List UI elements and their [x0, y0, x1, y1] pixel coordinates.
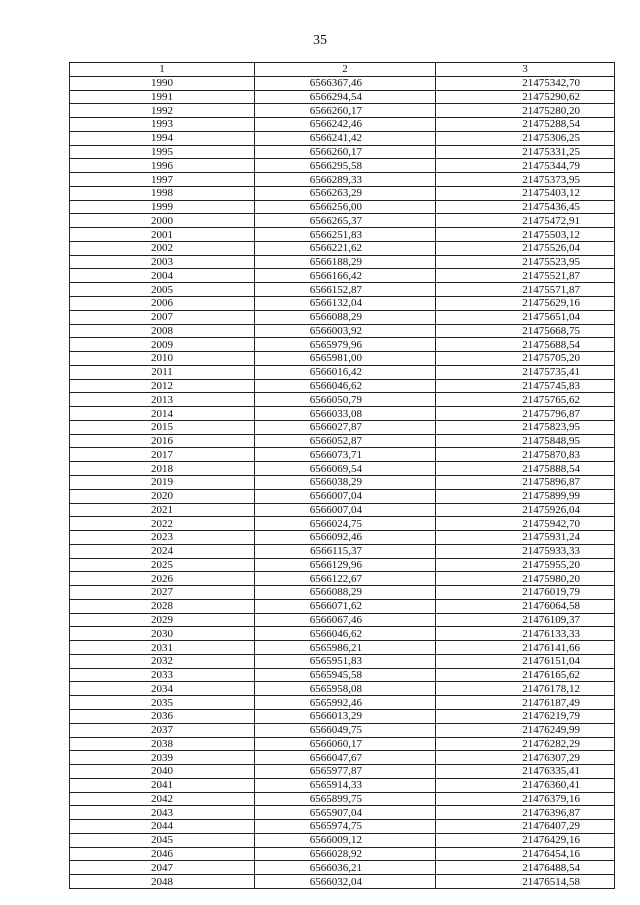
x-coordinate-cell: 6566028,92: [255, 847, 436, 861]
y-coordinate-cell: 21475523,95: [436, 255, 615, 269]
point-number-cell: 2009: [70, 338, 255, 352]
table-row: [70, 489, 615, 503]
point-number-cell: 1999: [70, 200, 255, 214]
x-coordinate-cell: 6566032,04: [255, 875, 436, 889]
point-number-cell: 2005: [70, 283, 255, 297]
table-row: [70, 709, 615, 723]
table-row: [70, 131, 615, 145]
table-row: [70, 654, 615, 668]
table-row: [70, 613, 615, 627]
y-coordinate-cell: 21476454,16: [436, 847, 615, 861]
table-body: [70, 76, 615, 888]
table-row: [70, 641, 615, 655]
table-row: [70, 599, 615, 613]
table-row: [70, 145, 615, 159]
table-row: [70, 751, 615, 765]
y-coordinate-cell: 21475651,04: [436, 310, 615, 324]
x-coordinate-cell: 6566129,96: [255, 558, 436, 572]
x-coordinate-cell: 6566265,37: [255, 214, 436, 228]
y-coordinate-cell: 21475796,87: [436, 407, 615, 421]
y-coordinate-cell: 21475503,12: [436, 228, 615, 242]
point-number-cell: 2047: [70, 861, 255, 875]
table-row: [70, 847, 615, 861]
x-coordinate-cell: 6566016,42: [255, 365, 436, 379]
x-coordinate-cell: 6566088,29: [255, 310, 436, 324]
x-coordinate-cell: 6566088,29: [255, 586, 436, 600]
point-number-cell: 2000: [70, 214, 255, 228]
y-coordinate-cell: 21476219,79: [436, 709, 615, 723]
table-header-row: [70, 63, 615, 77]
point-number-cell: 2002: [70, 241, 255, 255]
page-number: 35: [313, 33, 327, 48]
x-coordinate-cell: 6566166,42: [255, 269, 436, 283]
x-coordinate-cell: 6565979,96: [255, 338, 436, 352]
y-coordinate-cell: 21476407,29: [436, 820, 615, 834]
x-coordinate-cell: 6566242,46: [255, 118, 436, 132]
y-coordinate-cell: 21475870,83: [436, 448, 615, 462]
point-number-cell: 2031: [70, 641, 255, 655]
x-coordinate-cell: 6566221,62: [255, 241, 436, 255]
x-coordinate-cell: 6566003,92: [255, 324, 436, 338]
y-coordinate-cell: 21475342,70: [436, 76, 615, 90]
table-row: [70, 352, 615, 366]
y-coordinate-cell: 21476141,66: [436, 641, 615, 655]
table-row: [70, 283, 615, 297]
x-coordinate-cell: 6566367,46: [255, 76, 436, 90]
y-coordinate-cell: 21475888,54: [436, 462, 615, 476]
table-row: [70, 503, 615, 517]
x-coordinate-cell: 6565907,04: [255, 806, 436, 820]
point-number-cell: 1991: [70, 90, 255, 104]
table-row: [70, 324, 615, 338]
x-coordinate-cell: 6565992,46: [255, 696, 436, 710]
x-coordinate-cell: 6565977,87: [255, 765, 436, 779]
table-row: [70, 118, 615, 132]
point-number-cell: 2026: [70, 572, 255, 586]
point-number-cell: 2001: [70, 228, 255, 242]
table-row: [70, 682, 615, 696]
point-number-cell: 2008: [70, 324, 255, 338]
x-coordinate-cell: 6565945,58: [255, 668, 436, 682]
y-coordinate-cell: 21475705,20: [436, 352, 615, 366]
table-row: [70, 90, 615, 104]
y-coordinate-cell: 21476488,54: [436, 861, 615, 875]
point-number-cell: 2006: [70, 297, 255, 311]
y-coordinate-cell: 21475955,20: [436, 558, 615, 572]
x-coordinate-cell: 6566047,67: [255, 751, 436, 765]
point-number-cell: 2014: [70, 407, 255, 421]
x-coordinate-cell: 6566294,54: [255, 90, 436, 104]
x-coordinate-cell: 6566050,79: [255, 393, 436, 407]
x-coordinate-cell: 6566256,00: [255, 200, 436, 214]
x-coordinate-cell: 6565958,08: [255, 682, 436, 696]
y-coordinate-cell: 21475472,91: [436, 214, 615, 228]
x-coordinate-cell: 6566033,08: [255, 407, 436, 421]
point-number-cell: 1997: [70, 173, 255, 187]
x-coordinate-cell: 6566038,29: [255, 475, 436, 489]
y-coordinate-cell: 21475980,20: [436, 572, 615, 586]
y-coordinate-cell: 21475668,75: [436, 324, 615, 338]
y-coordinate-cell: 21476429,16: [436, 833, 615, 847]
y-coordinate-cell: 21475745,83: [436, 379, 615, 393]
x-coordinate-cell: 6566188,29: [255, 255, 436, 269]
point-number-cell: 2020: [70, 489, 255, 503]
point-number-cell: 2048: [70, 875, 255, 889]
x-coordinate-cell: 6566152,87: [255, 283, 436, 297]
point-number-cell: 2011: [70, 365, 255, 379]
table-row: [70, 338, 615, 352]
point-number-cell: 2010: [70, 352, 255, 366]
table-row: [70, 186, 615, 200]
table-row: [70, 420, 615, 434]
y-coordinate-cell: 21476249,99: [436, 723, 615, 737]
point-number-cell: 1994: [70, 131, 255, 145]
x-coordinate-cell: 6566295,58: [255, 159, 436, 173]
y-coordinate-cell: 21476379,16: [436, 792, 615, 806]
point-number-cell: 2046: [70, 847, 255, 861]
point-number-cell: 2040: [70, 765, 255, 779]
y-coordinate-cell: 21475373,95: [436, 173, 615, 187]
y-coordinate-cell: 21475521,87: [436, 269, 615, 283]
table-row: [70, 310, 615, 324]
point-number-cell: 2043: [70, 806, 255, 820]
point-number-cell: 2007: [70, 310, 255, 324]
y-coordinate-cell: 21475942,70: [436, 517, 615, 531]
point-number-cell: 2033: [70, 668, 255, 682]
point-number-cell: 2036: [70, 709, 255, 723]
table-row: [70, 778, 615, 792]
point-number-cell: 2044: [70, 820, 255, 834]
x-coordinate-cell: 6566067,46: [255, 613, 436, 627]
table-row: [70, 806, 615, 820]
y-coordinate-cell: 21476109,37: [436, 613, 615, 627]
table-row: [70, 214, 615, 228]
point-number-cell: 2037: [70, 723, 255, 737]
table-row: [70, 434, 615, 448]
y-coordinate-cell: 21475931,24: [436, 531, 615, 545]
y-coordinate-cell: 21476165,62: [436, 668, 615, 682]
column-header-2: 2: [255, 63, 436, 77]
y-coordinate-cell: 21476307,29: [436, 751, 615, 765]
x-coordinate-cell: 6566073,71: [255, 448, 436, 462]
x-coordinate-cell: 6566260,17: [255, 104, 436, 118]
table-row: [70, 200, 615, 214]
x-coordinate-cell: 6565974,75: [255, 820, 436, 834]
y-coordinate-cell: 21475306,25: [436, 131, 615, 145]
y-coordinate-cell: 21475344,79: [436, 159, 615, 173]
table-row: [70, 407, 615, 421]
table-row: [70, 104, 615, 118]
x-coordinate-cell: 6566263,29: [255, 186, 436, 200]
x-coordinate-cell: 6566049,75: [255, 723, 436, 737]
y-coordinate-cell: 21476133,33: [436, 627, 615, 641]
y-coordinate-cell: 21475926,04: [436, 503, 615, 517]
table-row: [70, 572, 615, 586]
point-number-cell: 2023: [70, 531, 255, 545]
point-number-cell: 2004: [70, 269, 255, 283]
point-number-cell: 2032: [70, 654, 255, 668]
point-number-cell: 2028: [70, 599, 255, 613]
point-number-cell: 1992: [70, 104, 255, 118]
x-coordinate-cell: 6566289,33: [255, 173, 436, 187]
coordinates-table: [69, 62, 615, 889]
table-row: [70, 448, 615, 462]
point-number-cell: 2029: [70, 613, 255, 627]
table-row: [70, 833, 615, 847]
x-coordinate-cell: 6566009,12: [255, 833, 436, 847]
y-coordinate-cell: 21475280,20: [436, 104, 615, 118]
column-header-1: 1: [70, 63, 255, 77]
y-coordinate-cell: 21475765,62: [436, 393, 615, 407]
x-coordinate-cell: 6566071,62: [255, 599, 436, 613]
table-row: [70, 365, 615, 379]
table-row: [70, 173, 615, 187]
x-coordinate-cell: 6566115,37: [255, 544, 436, 558]
table-row: [70, 875, 615, 889]
point-number-cell: 2045: [70, 833, 255, 847]
point-number-cell: 2015: [70, 420, 255, 434]
table-row: [70, 544, 615, 558]
point-number-cell: 2042: [70, 792, 255, 806]
table-row: [70, 586, 615, 600]
y-coordinate-cell: 21475331,25: [436, 145, 615, 159]
x-coordinate-cell: 6566046,62: [255, 627, 436, 641]
x-coordinate-cell: 6565899,75: [255, 792, 436, 806]
point-number-cell: 2030: [70, 627, 255, 641]
point-number-cell: 2003: [70, 255, 255, 269]
x-coordinate-cell: 6566013,29: [255, 709, 436, 723]
x-coordinate-cell: 6565986,21: [255, 641, 436, 655]
table-row: [70, 558, 615, 572]
table-row: [70, 861, 615, 875]
x-coordinate-cell: 6566060,17: [255, 737, 436, 751]
x-coordinate-cell: 6566092,46: [255, 531, 436, 545]
x-coordinate-cell: 6565914,33: [255, 778, 436, 792]
x-coordinate-cell: 6566052,87: [255, 434, 436, 448]
table-row: [70, 627, 615, 641]
y-coordinate-cell: 21476396,87: [436, 806, 615, 820]
point-number-cell: 2039: [70, 751, 255, 765]
x-coordinate-cell: 6566241,42: [255, 131, 436, 145]
column-header-3: 3: [436, 63, 615, 77]
x-coordinate-cell: 6566027,87: [255, 420, 436, 434]
y-coordinate-cell: 21475848,95: [436, 434, 615, 448]
y-coordinate-cell: 21475571,87: [436, 283, 615, 297]
y-coordinate-cell: 21476019,79: [436, 586, 615, 600]
table-row: [70, 76, 615, 90]
point-number-cell: 1996: [70, 159, 255, 173]
x-coordinate-cell: 6566132,04: [255, 297, 436, 311]
point-number-cell: 2041: [70, 778, 255, 792]
y-coordinate-cell: 21476360,41: [436, 778, 615, 792]
point-number-cell: 2038: [70, 737, 255, 751]
table-row: [70, 379, 615, 393]
y-coordinate-cell: 21476282,29: [436, 737, 615, 751]
y-coordinate-cell: 21475688,54: [436, 338, 615, 352]
y-coordinate-cell: 21476178,12: [436, 682, 615, 696]
y-coordinate-cell: 21475629,16: [436, 297, 615, 311]
y-coordinate-cell: 21476064,58: [436, 599, 615, 613]
table-row: [70, 737, 615, 751]
x-coordinate-cell: 6566036,21: [255, 861, 436, 875]
point-number-cell: 2024: [70, 544, 255, 558]
point-number-cell: 1998: [70, 186, 255, 200]
table-row: [70, 255, 615, 269]
y-coordinate-cell: 21475290,62: [436, 90, 615, 104]
point-number-cell: 2034: [70, 682, 255, 696]
y-coordinate-cell: 21475403,12: [436, 186, 615, 200]
point-number-cell: 2018: [70, 462, 255, 476]
y-coordinate-cell: 21475899,99: [436, 489, 615, 503]
x-coordinate-cell: 6566260,17: [255, 145, 436, 159]
x-coordinate-cell: 6566122,67: [255, 572, 436, 586]
table-row: [70, 792, 615, 806]
x-coordinate-cell: 6566251,83: [255, 228, 436, 242]
x-coordinate-cell: 6566024,75: [255, 517, 436, 531]
table-row: [70, 241, 615, 255]
y-coordinate-cell: 21475436,45: [436, 200, 615, 214]
point-number-cell: 2019: [70, 475, 255, 489]
y-coordinate-cell: 21475288,54: [436, 118, 615, 132]
y-coordinate-cell: 21475526,04: [436, 241, 615, 255]
table-row: [70, 462, 615, 476]
y-coordinate-cell: 21475933,33: [436, 544, 615, 558]
point-number-cell: 2016: [70, 434, 255, 448]
point-number-cell: 2027: [70, 586, 255, 600]
y-coordinate-cell: 21476151,04: [436, 654, 615, 668]
y-coordinate-cell: 21476335,41: [436, 765, 615, 779]
point-number-cell: 2022: [70, 517, 255, 531]
table-row: [70, 297, 615, 311]
y-coordinate-cell: 21475735,41: [436, 365, 615, 379]
point-number-cell: 2021: [70, 503, 255, 517]
table-row: [70, 228, 615, 242]
table-row: [70, 723, 615, 737]
table-row: [70, 820, 615, 834]
table-row: [70, 765, 615, 779]
table-row: [70, 393, 615, 407]
point-number-cell: 2013: [70, 393, 255, 407]
point-number-cell: 1990: [70, 76, 255, 90]
table-row: [70, 269, 615, 283]
x-coordinate-cell: 6566069,54: [255, 462, 436, 476]
x-coordinate-cell: 6566007,04: [255, 489, 436, 503]
table-row: [70, 159, 615, 173]
point-number-cell: 2035: [70, 696, 255, 710]
table-row: [70, 517, 615, 531]
point-number-cell: 1995: [70, 145, 255, 159]
table-row: [70, 668, 615, 682]
y-coordinate-cell: 21476187,49: [436, 696, 615, 710]
x-coordinate-cell: 6565951,83: [255, 654, 436, 668]
table-row: [70, 531, 615, 545]
point-number-cell: 2012: [70, 379, 255, 393]
point-number-cell: 2017: [70, 448, 255, 462]
table-row: [70, 696, 615, 710]
point-number-cell: 1993: [70, 118, 255, 132]
x-coordinate-cell: 6566046,62: [255, 379, 436, 393]
y-coordinate-cell: 21476514,58: [436, 875, 615, 889]
y-coordinate-cell: 21475823,95: [436, 420, 615, 434]
x-coordinate-cell: 6565981,00: [255, 352, 436, 366]
x-coordinate-cell: 6566007,04: [255, 503, 436, 517]
table-row: [70, 475, 615, 489]
point-number-cell: 2025: [70, 558, 255, 572]
y-coordinate-cell: 21475896,87: [436, 475, 615, 489]
